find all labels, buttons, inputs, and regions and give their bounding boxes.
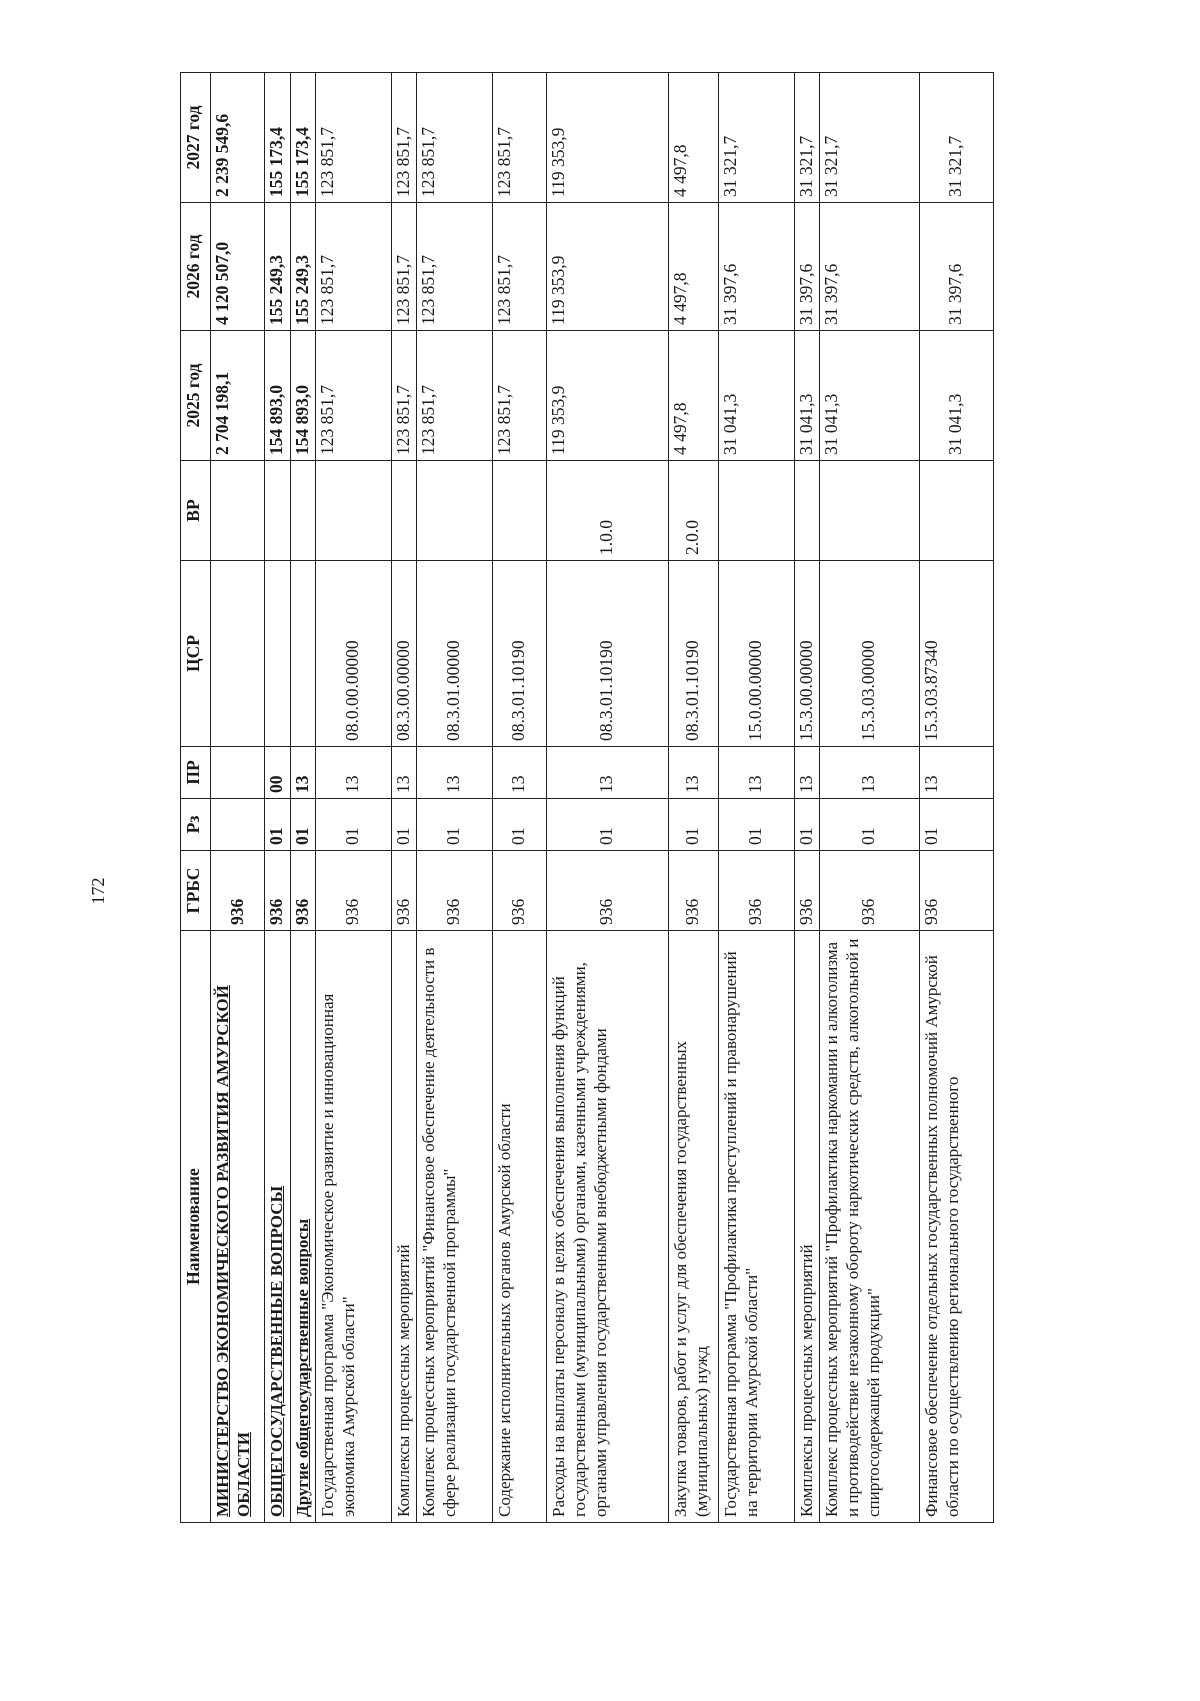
row-rz: 01 [668,799,718,851]
header-name: Наименование [181,931,211,1523]
header-2027: 2027 год [181,73,211,203]
row-pr: 13 [668,747,718,799]
row-2025: 4 497,8 [668,331,718,461]
table-row [794,73,819,1523]
row-2025: 31 041,3 [718,331,794,461]
row-name: Государственная программа "Экономическое развитие и инновационная экономика Амурской области" [315,931,391,1523]
header-rz: Рз [181,799,211,851]
row-csr: 08.0.00.00000 [315,561,391,747]
row-name: Расходы на выплаты персоналу в целях обеспечения выполнения функций государственными (муниципальными) органами, казенными учреждениями, органами управления государственными внебюджетными фондами [546,931,668,1523]
header-vr: ВР [181,461,211,561]
row-rz: 01 [416,799,492,851]
row-grbs: 936 [291,851,316,931]
table-row [211,73,265,1523]
table-row [391,73,416,1523]
row-vr [416,461,492,561]
row-grbs: 936 [315,851,391,931]
table-row [315,73,391,1523]
row-2026: 155 249,3 [265,203,291,331]
row-2026: 31 397,6 [819,203,919,331]
row-2027: 31 321,7 [919,73,993,203]
row-csr: 15.3.03.00000 [819,561,919,747]
row-grbs: 936 [391,851,416,931]
row-csr [265,561,291,747]
row-pr: 13 [819,747,919,799]
row-grbs: 936 [492,851,546,931]
row-grbs: 936 [668,851,718,931]
row-vr [794,461,819,561]
page-number: 172 [88,877,108,905]
budget-table [180,72,994,1523]
table-row [291,73,316,1523]
row-rz: 01 [819,799,919,851]
row-2025: 31 041,3 [819,331,919,461]
row-name: Комплекс процессных мероприятий "Финансовое обеспечение деятельности в сфере реализации государственной программы" [416,931,492,1523]
row-2027: 119 353,9 [546,73,668,203]
row-vr [492,461,546,561]
row-pr [211,747,265,799]
table-row [819,73,919,1523]
row-2026: 123 851,7 [492,203,546,331]
row-vr: 2.0.0 [668,461,718,561]
row-2027: 123 851,7 [391,73,416,203]
row-grbs: 936 [794,851,819,931]
row-grbs: 936 [546,851,668,931]
row-2025: 154 893,0 [265,331,291,461]
row-vr [265,461,291,561]
row-2025: 123 851,7 [315,331,391,461]
row-2025: 123 851,7 [391,331,416,461]
table-row [416,73,492,1523]
header-2025: 2025 год [181,331,211,461]
row-2027: 155 173,4 [265,73,291,203]
row-2025: 154 893,0 [291,331,316,461]
row-grbs: 936 [819,851,919,931]
row-2026: 31 397,6 [794,203,819,331]
row-2027: 31 321,7 [819,73,919,203]
row-vr [291,461,316,561]
row-2025: 2 704 198,1 [211,331,265,461]
row-pr: 13 [794,747,819,799]
table-row [919,73,993,1523]
row-2026: 4 120 507,0 [211,203,265,331]
row-vr [211,461,265,561]
row-name: Комплексы процессных мероприятий [391,931,416,1523]
row-rz: 01 [794,799,819,851]
table-row [492,73,546,1523]
row-name: Содержание исполнительных органов Амурской области [492,931,546,1523]
row-vr [315,461,391,561]
row-2026: 31 397,6 [919,203,993,331]
header-csr: ЦСР [181,561,211,747]
row-grbs: 936 [718,851,794,931]
row-pr: 13 [492,747,546,799]
header-pr: ПР [181,747,211,799]
row-name: Комплексы процессных мероприятий [794,931,819,1523]
row-2025: 31 041,3 [794,331,819,461]
row-rz: 01 [919,799,993,851]
row-2027: 31 321,7 [794,73,819,203]
row-csr: 08.3.01.10190 [546,561,668,747]
table-header-row [181,73,211,1523]
row-csr: 15.3.00.00000 [794,561,819,747]
row-2026: 31 397,6 [718,203,794,331]
row-pr: 13 [315,747,391,799]
table-row [265,73,291,1523]
row-2026: 123 851,7 [391,203,416,331]
row-name: ОБЩЕГОСУДАРСТВЕННЫЕ ВОПРОСЫ [265,931,291,1523]
table-row [668,73,718,1523]
row-2025: 123 851,7 [416,331,492,461]
row-rz: 01 [492,799,546,851]
row-csr: 08.3.01.10190 [668,561,718,747]
row-vr [919,461,993,561]
header-grbs: ГРБС [181,851,211,931]
row-vr: 1.0.0 [546,461,668,561]
row-rz: 01 [391,799,416,851]
row-rz: 01 [546,799,668,851]
row-vr [391,461,416,561]
table-row [718,73,794,1523]
row-2027: 31 321,7 [718,73,794,203]
row-pr: 13 [291,747,316,799]
row-pr: 13 [416,747,492,799]
row-csr: 15.0.00.00000 [718,561,794,747]
row-2026: 123 851,7 [315,203,391,331]
row-grbs: 936 [416,851,492,931]
row-2027: 4 497,8 [668,73,718,203]
row-rz: 01 [718,799,794,851]
table-row [546,73,668,1523]
row-vr [819,461,919,561]
row-2027: 123 851,7 [492,73,546,203]
row-grbs: 936 [919,851,993,931]
row-name: Другие общегосударственные вопросы [291,931,316,1523]
row-pr: 13 [718,747,794,799]
row-csr: 15.3.03.87340 [919,561,993,747]
row-rz: 01 [265,799,291,851]
row-vr [718,461,794,561]
row-name: Государственная программа "Профилактика преступлений и правонарушений на территории Амурской области" [718,931,794,1523]
row-grbs: 936 [211,851,265,931]
row-grbs: 936 [265,851,291,931]
row-csr: 08.3.01.10190 [492,561,546,747]
row-pr: 13 [391,747,416,799]
row-name: МИНИСТЕРСТВО ЭКОНОМИЧЕСКОГО РАЗВИТИЯ АМУРСКОЙ ОБЛАСТИ [211,931,265,1523]
row-name: Финансовое обеспечение отдельных государственных полномочий Амурской области по осуществлению регионального государственного [919,931,993,1523]
row-pr: 00 [265,747,291,799]
row-pr: 13 [919,747,993,799]
row-rz [211,799,265,851]
row-2025: 119 353,9 [546,331,668,461]
header-2026: 2026 год [181,203,211,331]
row-csr: 08.3.00.00000 [391,561,416,747]
row-rz: 01 [291,799,316,851]
row-name: Закупка товаров, работ и услуг для обеспечения государственных (муниципальных) нужд [668,931,718,1523]
row-rz: 01 [315,799,391,851]
row-2027: 123 851,7 [315,73,391,203]
row-csr: 08.3.01.00000 [416,561,492,747]
row-2027: 155 173,4 [291,73,316,203]
row-2025: 31 041,3 [919,331,993,461]
row-2026: 155 249,3 [291,203,316,331]
row-2027: 123 851,7 [416,73,492,203]
row-pr: 13 [546,747,668,799]
row-2026: 123 851,7 [416,203,492,331]
row-2025: 123 851,7 [492,331,546,461]
row-csr [291,561,316,747]
row-name: Комплекс процессных мероприятий "Профилактика наркомании и алкоголизма и противодействие незаконному обороту наркотических средств, алкогольной и спиртосодержащей продукции" [819,931,919,1523]
row-2026: 4 497,8 [668,203,718,331]
row-2027: 2 239 549,6 [211,73,265,203]
row-csr [211,561,265,747]
row-2026: 119 353,9 [546,203,668,331]
